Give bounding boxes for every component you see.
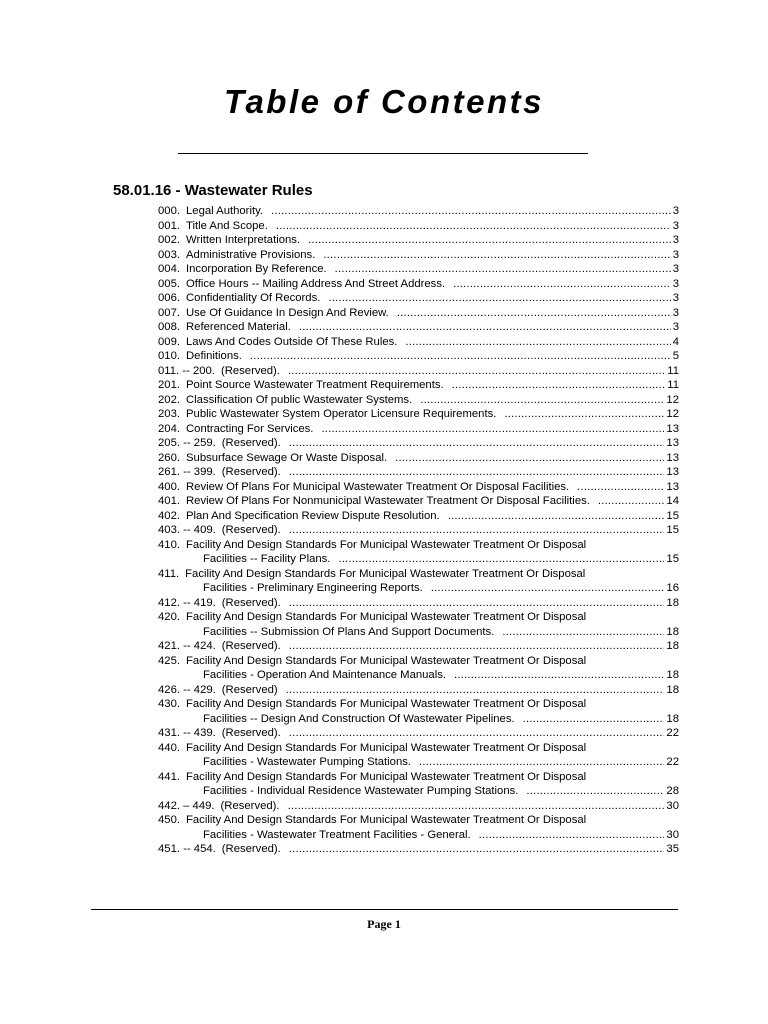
toc-dot-leader — [523, 712, 665, 727]
toc-entry — [158, 828, 679, 843]
toc-page-number: 18 — [666, 683, 679, 696]
toc-entry — [158, 799, 679, 814]
toc-entry-number: 009. — [158, 335, 180, 348]
toc-entry-number: 420. — [158, 611, 180, 623]
toc-entry-number: 403. -- 409. — [158, 524, 216, 536]
toc-entry — [158, 480, 679, 495]
toc-entry — [158, 378, 679, 393]
title-divider — [178, 153, 588, 154]
toc-entry — [158, 407, 679, 422]
toc-entry — [158, 436, 679, 451]
toc-entry-title: Public Wastewater System Operator Licensure Requirements. — [186, 408, 497, 420]
toc-entry-title: Facilities - Preliminary Engineering Reports. — [203, 582, 423, 594]
toc-entry-title: (Reserved). — [221, 727, 281, 739]
toc-entry-number: 410. — [158, 538, 180, 551]
toc-page-number: 3 — [672, 219, 679, 232]
toc-entry-title: (Reserved) — [221, 683, 278, 696]
toc-page-number: 5 — [672, 350, 679, 362]
toc-page-number: 16 — [666, 582, 679, 594]
toc-page-number: 15 — [666, 524, 679, 536]
toc-entry — [158, 523, 679, 538]
toc-entry-title: Administrative Provisions. — [186, 248, 316, 261]
toc-page-number: 13 — [666, 437, 679, 449]
toc-entry — [158, 494, 679, 509]
toc-dot-leader — [452, 378, 666, 393]
toc-dot-leader — [289, 639, 665, 654]
toc-page-number: 18 — [666, 669, 679, 681]
toc-dot-leader — [276, 219, 671, 234]
toc-entry-title: (Reserved). — [220, 364, 280, 377]
toc-entry-title: Plan And Specification Review Dispute Resolution. — [186, 509, 440, 522]
toc-entry-title: (Reserved). — [221, 640, 281, 652]
toc-entry-title: Facilities -- Design And Construction Of Wastewater Pipelines. — [203, 712, 515, 725]
toc-page-number: 15 — [666, 553, 679, 565]
toc-entry — [158, 712, 679, 727]
toc-entry — [158, 770, 679, 785]
toc-entry — [158, 509, 679, 524]
toc-entry — [158, 552, 679, 567]
toc-dot-leader — [479, 828, 665, 843]
page-title: Table of Contents — [224, 83, 544, 120]
toc-entry — [158, 784, 679, 799]
toc-entry-number: 426. -- 429. — [158, 683, 216, 696]
toc-entry-number: 203. — [158, 408, 180, 420]
toc-entry-number: 451. -- 454. — [158, 843, 216, 855]
toc-dot-leader — [504, 407, 664, 422]
toc-entry-title: Facilities -- Submission Of Plans And Support Documents. — [203, 625, 495, 638]
toc-entry-title: (Reserved). — [220, 799, 280, 812]
toc-page-number: 13 — [666, 480, 679, 493]
toc-page-number: 15 — [666, 509, 679, 522]
toc-dot-leader — [289, 465, 665, 480]
toc-entry-title: (Reserved). — [221, 437, 281, 449]
toc-entry — [158, 349, 679, 364]
toc-entry — [158, 465, 679, 480]
toc-dot-leader — [323, 248, 670, 263]
toc-entry — [158, 625, 679, 640]
toc-entry-number: 006. — [158, 292, 180, 304]
toc-entry-title: (Reserved). — [221, 524, 281, 536]
toc-entry-number: 400. — [158, 480, 180, 493]
toc-entry-title: Confidentiality Of Records. — [186, 292, 321, 304]
toc-page-number: 13 — [666, 451, 679, 464]
toc-entry-number: 450. — [158, 814, 180, 826]
toc-entry-number: 260. — [158, 451, 180, 464]
toc-entry-number: 425. — [158, 654, 180, 667]
toc-dot-leader — [288, 799, 665, 814]
toc-entry — [158, 842, 679, 857]
toc-dot-leader — [448, 509, 665, 524]
toc-entry — [158, 204, 679, 219]
toc-entry-title: Facility And Design Standards For Municipal Wastewater Treatment Or Disposal — [186, 698, 587, 710]
toc-dot-leader — [454, 668, 664, 683]
toc-entry-number: 402. — [158, 509, 180, 522]
toc-entry — [158, 306, 679, 321]
toc-dot-leader — [286, 683, 665, 698]
toc-entry-title: Point Source Wastewater Treatment Requirements. — [186, 379, 444, 391]
section-heading: 58.01.16 - Wastewater Rules — [113, 182, 313, 199]
toc-entry-title: Office Hours -- Mailing Address And Street Address. — [186, 277, 446, 290]
toc-page-number: 13 — [666, 422, 679, 435]
toc-entry-number: 010. — [158, 350, 180, 362]
toc-entry — [158, 697, 679, 712]
toc-entry-title: Use Of Guidance In Design And Review. — [186, 306, 389, 319]
toc-entry-title: Laws And Codes Outside Of These Rules. — [186, 335, 398, 348]
toc-page-number: 18 — [666, 640, 679, 652]
toc-entry — [158, 291, 679, 306]
toc-entry — [158, 277, 679, 292]
toc-entry-title: Facilities - Wastewater Treatment Facilities - General. — [203, 828, 471, 841]
toc-page-number: 11 — [667, 379, 679, 391]
toc-entry — [158, 654, 679, 669]
toc-entry-title: Written Interpretations. — [186, 234, 301, 246]
toc-entry-number: 261. -- 399. — [158, 466, 216, 478]
toc-page-number: 18 — [666, 596, 679, 609]
toc-page-number: 18 — [666, 625, 679, 638]
toc-entry-title: Facility And Design Standards For Municipal Wastewater Treatment Or Disposal — [186, 770, 587, 783]
toc-entry — [158, 320, 679, 335]
toc-page-number: 11 — [667, 364, 679, 377]
toc-entry-title: Legal Authority. — [186, 205, 264, 217]
footer-divider — [91, 909, 678, 910]
toc-dot-leader — [431, 581, 665, 596]
toc-entry — [158, 755, 679, 770]
toc-page-number: 22 — [666, 727, 679, 739]
toc-entry — [158, 219, 679, 234]
toc-dot-leader — [289, 596, 665, 611]
toc-page-number: 30 — [666, 828, 679, 841]
toc-dot-leader — [289, 842, 665, 857]
toc-entry-title: Definitions. — [186, 350, 242, 362]
toc-page-number: 3 — [672, 277, 679, 290]
toc-entry-title: Facility And Design Standards For Municipal Wastewater Treatment Or Disposal — [186, 741, 587, 754]
toc-entry — [158, 262, 679, 277]
toc-entry — [158, 639, 679, 654]
toc-entry-number: 201. — [158, 379, 180, 391]
toc-entry-title: Facility And Design Standards For Municipal Wastewater Treatment Or Disposal — [186, 611, 587, 623]
toc-page-number: 3 — [672, 306, 679, 319]
toc-entry-title: Incorporation By Reference. — [186, 263, 327, 275]
toc-page-number: 3 — [672, 321, 679, 333]
toc-entry-title: Review Of Plans For Municipal Wastewater Treatment Or Disposal Facilities. — [186, 480, 570, 493]
toc-entry — [158, 451, 679, 466]
toc-entry-title: (Reserved). — [221, 466, 281, 478]
toc-entry-title: Facilities -- Facility Plans. — [203, 553, 331, 565]
toc-entry — [158, 596, 679, 611]
toc-entry-number: 002. — [158, 234, 180, 246]
toc-entry-number: 008. — [158, 321, 180, 333]
toc-dot-leader — [577, 480, 664, 495]
toc-dot-leader — [502, 625, 664, 640]
toc-entry-number: 007. — [158, 306, 180, 319]
toc-entry-title: Facilities - Operation And Maintenance Manuals. — [203, 669, 447, 681]
toc-entry-number: 003. — [158, 248, 180, 261]
toc-entry-title: Facility And Design Standards For Municipal Wastewater Treatment Or Disposal — [186, 654, 587, 667]
toc-entry-number: 411. — [158, 567, 180, 580]
toc-entry-number: 001. — [158, 219, 180, 232]
toc-page-number: 3 — [672, 234, 679, 246]
toc-entry-number: 430. — [158, 698, 180, 710]
toc-dot-leader — [405, 335, 670, 350]
toc-entry — [158, 610, 679, 625]
toc-entry-number: 011. -- 200. — [158, 364, 215, 377]
toc-dot-leader — [397, 306, 671, 321]
toc-entry-number: 421. -- 424. — [158, 640, 216, 652]
toc-entry — [158, 248, 679, 263]
toc-entry-title: Facility And Design Standards For Municipal Wastewater Treatment Or Disposal — [186, 538, 587, 551]
toc-dot-leader — [271, 204, 671, 219]
toc-dot-leader — [288, 364, 665, 379]
toc-entry-title: (Reserved). — [221, 596, 281, 609]
toc-entry — [158, 567, 679, 582]
toc-entry-number: 441. — [158, 770, 180, 783]
toc-entry — [158, 813, 679, 828]
toc-entry-number: 202. — [158, 393, 180, 406]
toc-page-number: 12 — [666, 408, 679, 420]
toc-entry — [158, 538, 679, 553]
toc-page-number: 22 — [666, 756, 679, 768]
toc-entry — [158, 683, 679, 698]
toc-entry-number: 442. – 449. — [158, 799, 215, 812]
toc-page-number: 3 — [672, 263, 679, 275]
toc-dot-leader — [289, 726, 665, 741]
toc-page-number: 12 — [666, 393, 679, 406]
toc-entry-title: Facility And Design Standards For Municipal Wastewater Treatment Or Disposal — [186, 814, 587, 826]
toc-entry-number: 005. — [158, 277, 180, 290]
toc-entry-number: 204. — [158, 422, 180, 435]
toc-entry-title: Review Of Plans For Nonmunicipal Wastewater Treatment Or Disposal Facilities. — [186, 495, 590, 507]
toc-entry-number: 431. -- 439. — [158, 727, 216, 739]
toc-entry-title: Facility And Design Standards For Municipal Wastewater Treatment Or Disposal — [185, 567, 586, 580]
toc-entry-title: (Reserved). — [221, 843, 281, 855]
toc-dot-leader — [598, 494, 665, 509]
toc-dot-leader — [338, 552, 664, 567]
toc-entry — [158, 364, 679, 379]
toc-entry-number: 205. -- 259. — [158, 437, 216, 449]
toc-dot-leader — [328, 291, 670, 306]
toc-dot-leader — [453, 277, 671, 292]
toc-page-number: 3 — [672, 292, 679, 304]
toc-entry — [158, 741, 679, 756]
toc-entry-title: Title And Scope. — [186, 219, 268, 232]
footer-page-number: Page 1 — [367, 917, 401, 931]
toc-entry-title: Contracting For Services. — [186, 422, 314, 435]
toc-page-number: 4 — [672, 335, 679, 348]
toc-dot-leader — [395, 451, 664, 466]
toc-entry-title: Facilities - Wastewater Pumping Stations. — [203, 756, 412, 768]
toc-page-number: 3 — [672, 248, 679, 261]
toc-page-number: 30 — [666, 799, 679, 812]
toc-dot-leader — [289, 436, 665, 451]
toc-page-number: 35 — [666, 843, 679, 855]
toc-dot-leader — [308, 233, 671, 248]
toc-page-number: 3 — [672, 205, 679, 217]
toc-dot-leader — [526, 784, 664, 799]
toc-entry-number: 004. — [158, 263, 180, 275]
toc-entry-number: 412. -- 419. — [158, 596, 216, 609]
table-of-contents — [158, 204, 679, 857]
toc-entry-number: 401. — [158, 495, 180, 507]
toc-entry-title: Referenced Material. — [186, 321, 291, 333]
toc-dot-leader — [289, 523, 665, 538]
toc-entry — [158, 422, 679, 437]
toc-entry — [158, 726, 679, 741]
toc-entry — [158, 335, 679, 350]
toc-entry-title: Facilities - Individual Residence Wastewater Pumping Stations. — [203, 785, 519, 797]
toc-entry-number: 440. — [158, 741, 180, 754]
toc-entry — [158, 581, 679, 596]
toc-entry-title: Subsurface Sewage Or Waste Disposal. — [186, 451, 388, 464]
toc-entry-title: Classification Of public Wastewater Systems. — [186, 393, 413, 406]
toc-entry-number: 000. — [158, 205, 180, 217]
toc-entry — [158, 668, 679, 683]
toc-page-number: 14 — [666, 495, 679, 507]
toc-page-number: 28 — [666, 785, 679, 797]
toc-dot-leader — [299, 320, 671, 335]
toc-page-number: 13 — [666, 466, 679, 478]
toc-dot-leader — [321, 422, 664, 437]
toc-entry — [158, 393, 679, 408]
toc-dot-leader — [250, 349, 671, 364]
toc-dot-leader — [420, 393, 664, 408]
toc-page-number: 18 — [666, 712, 679, 725]
toc-dot-leader — [419, 755, 664, 770]
toc-entry — [158, 233, 679, 248]
toc-dot-leader — [335, 262, 671, 277]
